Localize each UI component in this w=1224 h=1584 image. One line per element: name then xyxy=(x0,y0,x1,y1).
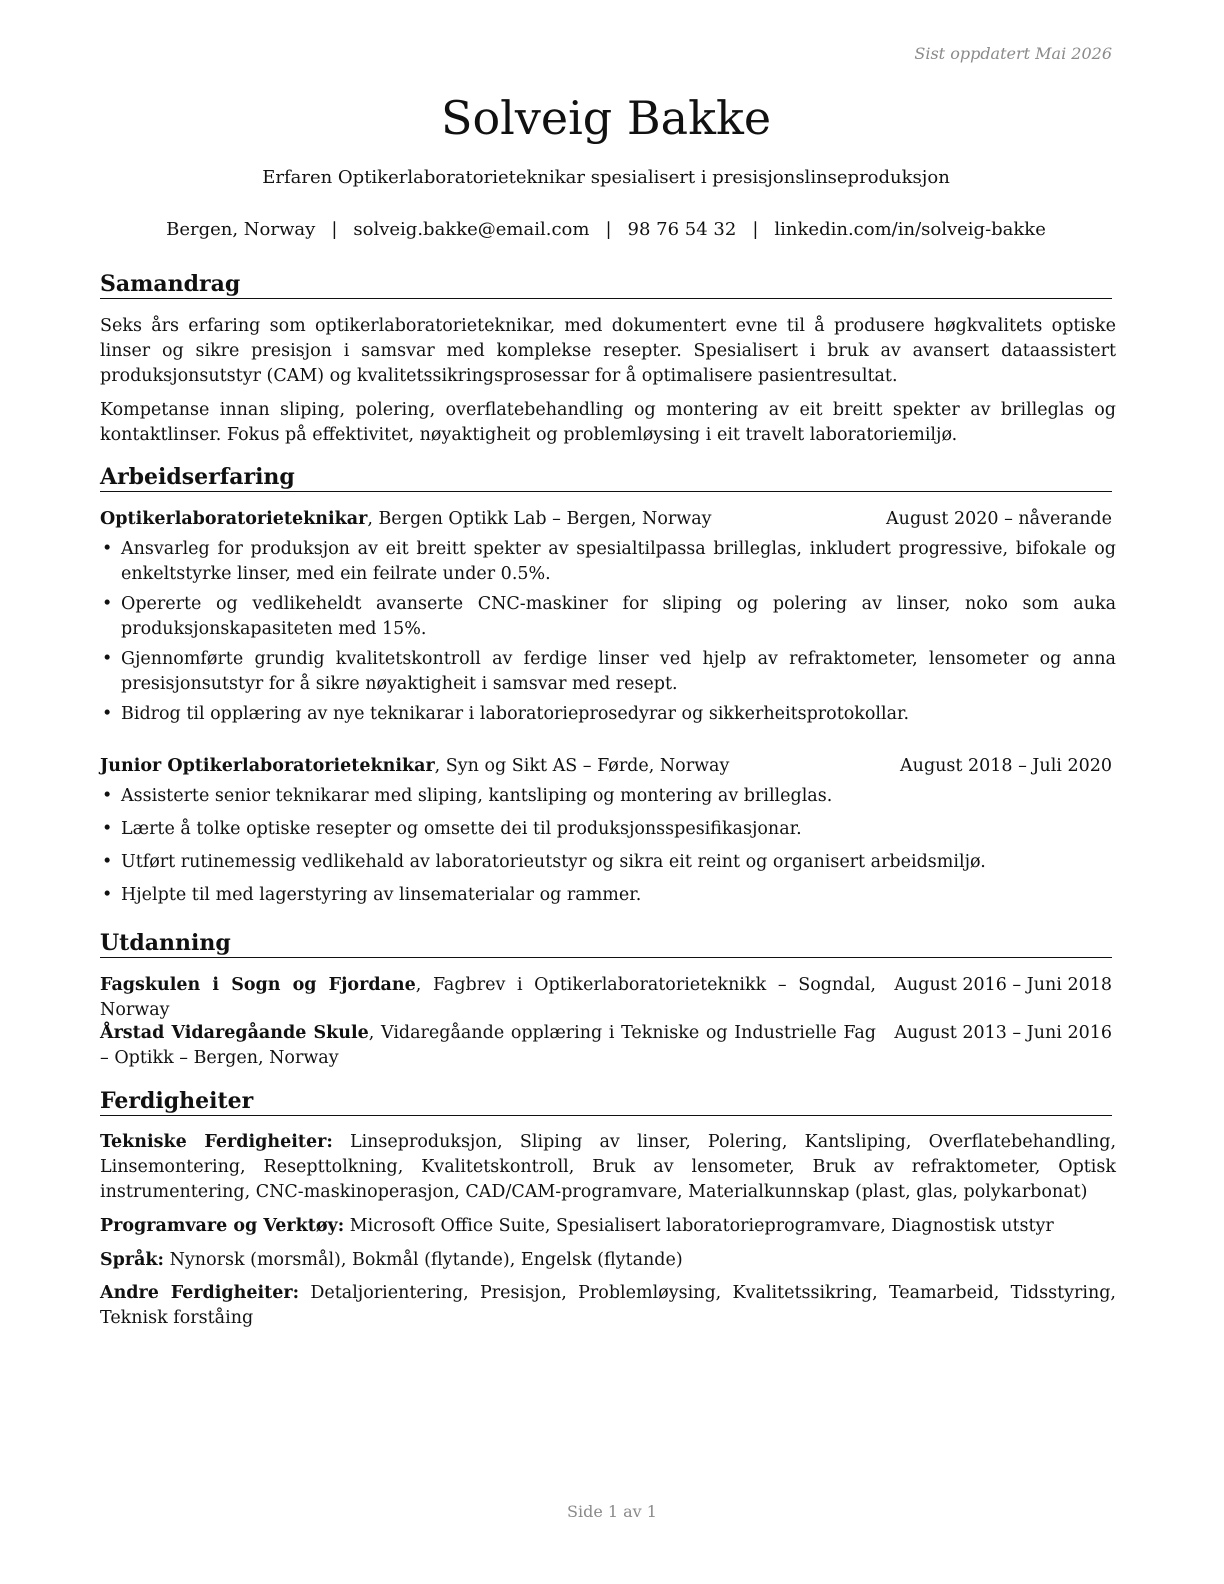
bullet-text: Assisterte senior teknikarar med sliping, kantsliping og montering av brilleglas. xyxy=(121,786,833,806)
contact-location: Bergen, Norway xyxy=(166,219,316,240)
job-header xyxy=(100,507,1112,532)
list-item xyxy=(100,883,1116,908)
bullet-icon: • xyxy=(102,885,113,905)
section-title-experience: Arbeidserfaring xyxy=(100,463,1112,492)
bullet-text: Opererte og vedlikeheldt avanserte CNC-maskiner for sliping og polering av linser, noko som auka produksjonskapasiteten med 15%. xyxy=(121,594,1116,639)
bullet-icon: • xyxy=(102,819,113,839)
list-item xyxy=(100,592,1116,642)
skill-group xyxy=(100,1281,1116,1331)
education-school: Fagskulen i Sogn og Fjordane xyxy=(100,975,416,995)
list-item xyxy=(100,537,1116,587)
bullet-icon: • xyxy=(102,649,113,669)
job-company: , Bergen Optikk Lab – Bergen, Norway xyxy=(367,509,712,529)
education-detail: , Fagbrev i Optikerlaboratorieteknikk – Sogndal, Norway xyxy=(100,975,876,1020)
job-role: Optikerlaboratorieteknikar xyxy=(100,509,368,529)
contact-email[interactable]: solveig.bakke@email.com xyxy=(353,219,590,240)
skill-label: Andre Ferdigheiter: xyxy=(100,1283,300,1303)
list-item xyxy=(100,784,1116,809)
education-dates: August 2013 – Juni 2016 xyxy=(894,1023,1112,1043)
education-dates: August 2016 – Juni 2018 xyxy=(894,975,1112,995)
bullet-icon: • xyxy=(102,539,113,559)
contact-line xyxy=(100,219,1112,240)
list-item xyxy=(100,702,1116,727)
section-title-skills: Ferdigheiter xyxy=(100,1087,1112,1116)
contact-separator: | xyxy=(331,219,338,240)
education-detail: , Vidaregåande opplæring i Tekniske og Industrielle Fag – Optikk – Bergen, Norway xyxy=(100,1023,876,1068)
page-number: Side 1 av 1 xyxy=(567,1502,657,1521)
summary-paragraph: Seks års erfaring som optikerlaboratorieteknikar, med dokumentert evne til å produsere høgkvalitets optiske linser og sikre presisjon i samsvar med komplekse resepter. Spesialisert i bruk av avansert dataassistert produksjonsutstyr (CAM) og kvalitetssikringsprosessar for å optimalisere pasientresultat. xyxy=(100,316,1116,386)
skill-value: Linseproduksjon, Sliping av linser, Polering, Kantsliping, Overflatebehandling, Linsemontering, Resepttolkning, Kvalitetskontroll, Bruk av lensometer, Bruk av refraktometer, Optisk instrumentering, CNC-maskinoperasjon, CAD/CAM-programvare, Materialkunnskap (plast, glas, polykarbonat) xyxy=(100,1132,1117,1202)
candidate-name: Solveig Bakke xyxy=(440,91,772,145)
job-company: , Syn og Sikt AS – Førde, Norway xyxy=(434,756,730,776)
education-text xyxy=(100,973,876,1023)
list-item xyxy=(100,817,1116,842)
bullet-icon: • xyxy=(102,704,113,724)
education-entry xyxy=(100,1021,1112,1071)
skill-label: Språk: xyxy=(100,1250,165,1270)
last-updated-note: Sist oppdatert Mai 2026 xyxy=(914,44,1112,63)
skill-value: Microsoft Office Suite, Spesialisert laboratorieprogramvare, Diagnostisk utstyr xyxy=(344,1216,1054,1236)
job-header xyxy=(100,754,1112,779)
job-bullet-list xyxy=(100,537,1116,732)
education-school: Årstad Vidaregåande Skule xyxy=(100,1023,369,1043)
list-item xyxy=(100,850,1116,875)
bullet-text: Ansvarleg for produksjon av eit breitt spekter av spesialtilpassa brilleglas, inkludert progressive, bifokale og enkeltstyrke linser, med ein feilrate under 0.5%. xyxy=(121,539,1116,584)
job-dates: August 2018 – Juli 2020 xyxy=(900,756,1112,776)
skill-label: Tekniske Ferdigheiter: xyxy=(100,1132,333,1152)
bullet-icon: • xyxy=(102,852,113,872)
education-text xyxy=(100,1021,876,1071)
contact-separator: | xyxy=(605,219,612,240)
candidate-tagline: Erfaren Optikerlaboratorieteknikar spesialisert i presisjonslinseproduksjon xyxy=(262,167,950,188)
skill-value: Detaljorientering, Presisjon, Problemløysing, Kvalitetssikring, Teamarbeid, Tidsstyring, Teknisk forståing xyxy=(100,1283,1116,1328)
contact-linkedin[interactable]: linkedin.com/in/solveig-bakke xyxy=(774,219,1046,240)
bullet-icon: • xyxy=(102,594,113,614)
skill-value: Nynorsk (morsmål), Bokmål (flytande), Engelsk (flytande) xyxy=(164,1250,683,1270)
summary-paragraph: Kompetanse innan sliping, polering, overflatebehandling og montering av eit breitt spekter av brilleglas og kontaktlinser. Fokus på effektivitet, nøyaktigheit og problemløysing i eit travelt laboratoriemiljø. xyxy=(100,400,1116,445)
skill-label: Programvare og Verktøy: xyxy=(100,1216,345,1236)
list-item xyxy=(100,647,1116,697)
bullet-text: Bidrog til opplæring av nye teknikarar i laboratorieprosedyrar og sikkerheitsprotokollar. xyxy=(121,704,910,724)
skill-group xyxy=(100,1248,1116,1273)
job-bullet-list xyxy=(100,784,1116,916)
bullet-text: Lærte å tolke optiske resepter og omsette dei til produksjonsspesifikasjonar. xyxy=(121,819,802,839)
job-dates: August 2020 – nåverande xyxy=(886,509,1112,529)
education-entry xyxy=(100,973,1112,1023)
contact-phone: 98 76 54 32 xyxy=(627,219,737,240)
bullet-text: Gjennomførte grundig kvalitetskontroll av ferdige linser ved hjelp av refraktometer, lensometer og anna presisjonsutstyr for å sikre nøyaktigheit i samsvar med resept. xyxy=(121,649,1116,694)
bullet-text: Utført rutinemessig vedlikehald av laboratorieutstyr og sikra eit reint og organisert arbeidsmiljø. xyxy=(121,852,986,872)
skill-group xyxy=(100,1214,1116,1239)
bullet-icon: • xyxy=(102,786,113,806)
section-title-summary: Samandrag xyxy=(100,270,1112,299)
bullet-text: Hjelpte til med lagerstyring av linsematerialar og rammer. xyxy=(121,885,642,905)
job-role: Junior Optikerlaboratorieteknikar xyxy=(100,756,435,776)
contact-separator: | xyxy=(752,219,759,240)
skill-group xyxy=(100,1130,1116,1205)
section-title-education: Utdanning xyxy=(100,929,1112,958)
